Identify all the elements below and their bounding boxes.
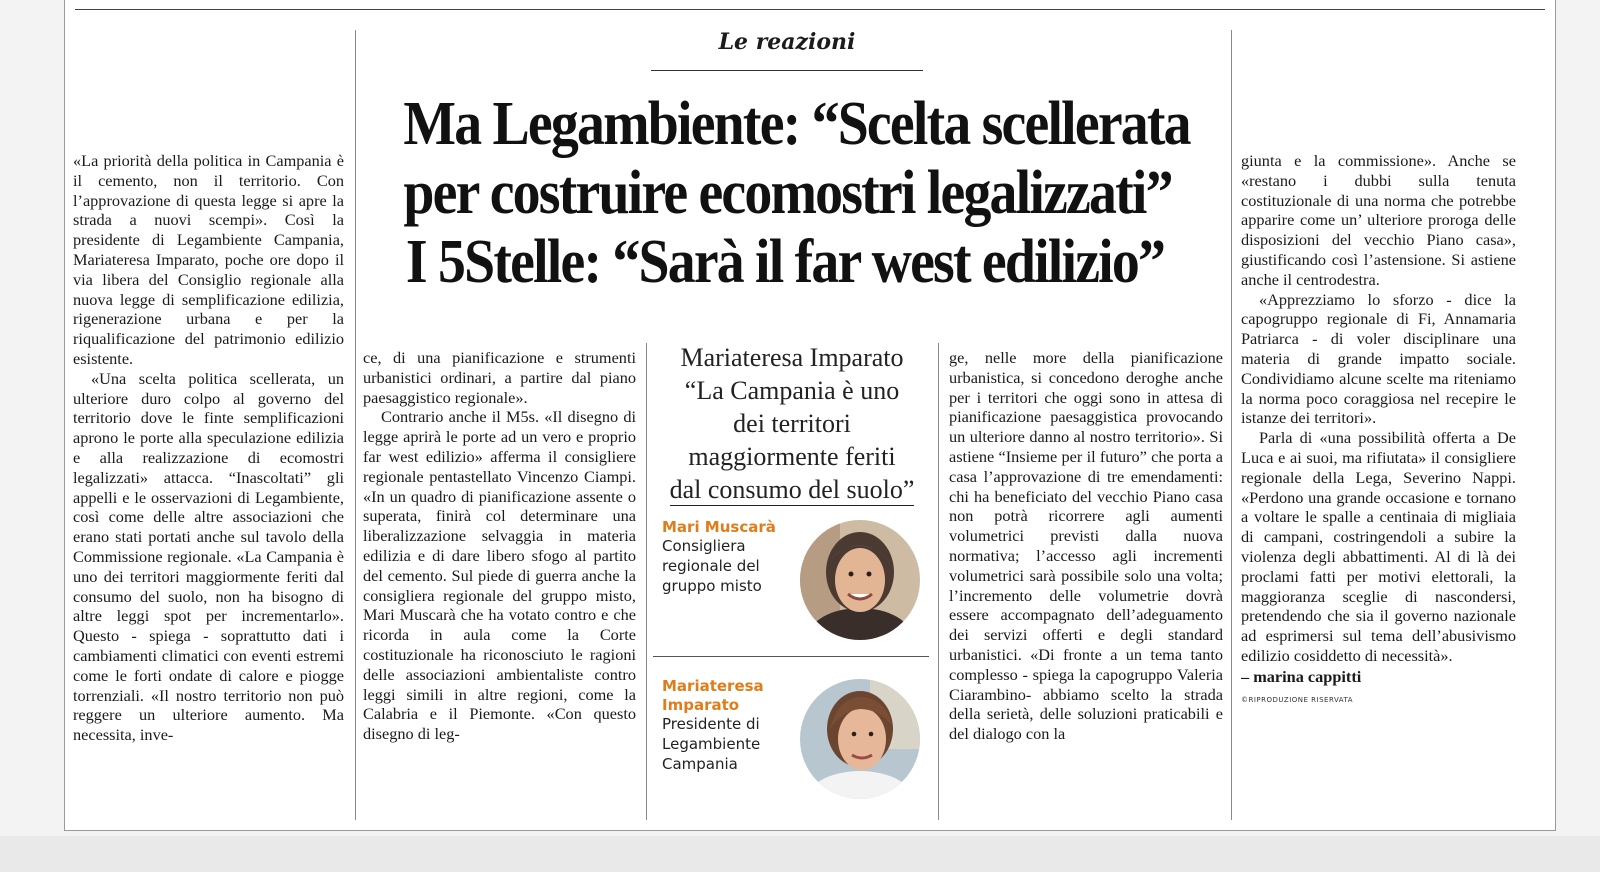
portrait-image <box>800 520 920 640</box>
article-column-5 <box>1241 151 1516 816</box>
paragraph: ge, nelle more della pianificazione urbanistica, si concedono deroghe anche per i territori che oggi sono in attesa di pianificazione paesaggistica provocando un ulteriore danno al nostro territorio». Si astiene “Insieme per il futuro” che porta a casa l’approvazione di tre emendamenti: chi ha beneficiato del vecchio Piano casa non potrà ricorrere agli aumenti volumetrici previsti dalla nuova normativa; l’accesso agli incrementi volumetrici sarà possibile solo una volta; l’incremento delle volumetrie dovrà essere accompagnato dell’adeguamento dei servizi offerti e degli standard urbanistici. «Di fronte a un tema tanto complesso - spiega la capogruppo Valeria Ciarambino- abbiamo scelto la strada della serietà, delle soluzioni praticabili e del dialogo con la <box>949 348 1223 744</box>
pull-quote-line: maggiormente feriti <box>688 442 896 471</box>
headline-line-1: Ma Legambiente: “Scelta scellerata <box>403 90 1190 158</box>
top-rule <box>75 9 1545 10</box>
person-card-imparato <box>662 677 932 803</box>
kicker-rule <box>651 70 923 71</box>
viewer-bottom-bar <box>0 836 1600 872</box>
article-column-4 <box>949 348 1223 819</box>
column-rule <box>646 343 647 820</box>
column-rule <box>1231 30 1232 820</box>
pull-quote-line: dal consumo del suolo” <box>669 475 915 504</box>
card-divider <box>653 656 929 657</box>
portrait-image <box>800 679 920 799</box>
avatar-photo <box>800 679 920 799</box>
avatar-photo <box>800 520 920 640</box>
paragraph: Contrario anche il M5s. «Il disegno di legge aprirà le porte ad un vero e proprio far west edilizio» afferma il consigliere regionale pentastellato Vincenzo Ciampi. «In un quadro di pianificazione assente o superata, finirà col determinare una liberalizzazione selvaggia in materia edilizia e di dare libero sfogo al partito del cemento. Sul piede di guerra anche la consigliera regionale del gruppo misto, Mari Muscarà che ha votato contro e che ricorda in aula come la Corte costituzionale ha riconosciuto le ragioni delle associazioni ambientaliste contro leggi simili in altre regioni, come la Calabria e il Piemonte. «Con questo disegno di leg- <box>363 407 636 744</box>
article-column-2 <box>363 348 636 819</box>
headline <box>403 90 1190 297</box>
section-kicker: Le reazioni <box>718 29 856 55</box>
person-name: Mariateresa Imparato <box>662 677 764 714</box>
paragraph: Parla di «una possibilità offerta a De Luca e ai suoi, ma rifiutata» il consigliere regionale della Lega, Severino Nappi. «Perdono una grande occasione e tornano a voltare le spalle a centinaia di migliaia di campani, costringendoli a subire la violenza degli abbattimenti. Al di là dei proclami fatti per motivi elettorali, la maggioranza sceglie di nascondersi, pretendendo che sia il governo nazionale ad esprimersi sul tema dell’abusivismo edilizio cosiddetto di necessità». <box>1241 428 1516 665</box>
article-column-1 <box>73 151 344 819</box>
author-signature: – marina cappitti <box>1241 666 1362 686</box>
person-role: Presidente di Legambiente Campania <box>662 715 761 773</box>
pull-quote-line: dei territori <box>733 409 851 438</box>
paragraph: «La priorità della politica in Campania è il cemento, non il territorio. Con l’approvazione di questa legge si apre la strada a nuovi scempi». Così la presidente di Legambiente Campania, Mariateresa Imparato, poche ore dopo il via libera del Consiglio regionale alla nuova legge di semplificazione edilizia, rigenerazione urbana e per la riqualificazione del patrimonio edilizio esistente. <box>73 151 344 368</box>
headline-line-2: per costruire ecomostri legalizzati” <box>403 159 1172 227</box>
person-name: Mari Muscarà <box>662 518 776 536</box>
paragraph: «Apprezziamo lo sforzo - dice la capogruppo regionale di Fi, Annamaria Patriarca - di voler disciplinare una materia di grande impatto sociale. Condividiamo alcune scelte ma riteniamo la norma poco coraggiosa nel recepire le istanze dei territori». <box>1241 289 1516 428</box>
paragraph: giunta e la commissione». Anche se «restano i dubbi sulla tenuta costituzionale di una norma che potrebbe apparire come un’ ulteriore proroga delle disposizioni del vecchio Piano casa», giustificando così l’astensione. Si astiene anche il centrodestra. <box>1241 151 1516 289</box>
pull-quote-line: Mariateresa Imparato <box>680 343 904 372</box>
copyright-notice: ©RIPRODUZIONE RISERVATA <box>1241 695 1354 704</box>
paragraph: ce, di una pianificazione e strumenti urbanistici ordinari, a partire dal piano paesaggistico regionale». <box>363 348 636 407</box>
person-card-muscara <box>662 518 932 644</box>
pull-quote <box>655 341 929 506</box>
column-rule <box>355 30 356 820</box>
headline-line-3: I 5Stelle: “Sarà il far west edilizio” <box>405 228 1165 296</box>
person-role: Consigliera regionale del gruppo misto <box>662 537 762 595</box>
newspaper-page <box>64 0 1556 831</box>
paragraph: «Una scelta politica scellerata, un ulteriore duro colpo al governo del territorio dove le finte semplificazioni aprono le porte alla speculazione edilizia e alla realizzazione di ecomostri legalizzati» attacca. “Inascoltati” gli appelli e le osservazioni di Legambiente, così come delle altre associazioni che erano stati portati anche sul tavolo della Commissione regionale. «La Campania è uno dei territori maggiormente feriti dal consumo del suolo, non ha bisogno di altre leggi spot per incrementarlo». Questo - spiega - soprattutto dati i cambiamenti climatici con eventi estremi come le forti ondate di calore e piogge torrenziali. «Il nostro territorio non può reggere un ulteriore aumento. Ma necessita, inve- <box>73 368 344 745</box>
column-rule <box>938 343 939 820</box>
pull-quote-line: “La Campania è uno <box>684 376 900 405</box>
